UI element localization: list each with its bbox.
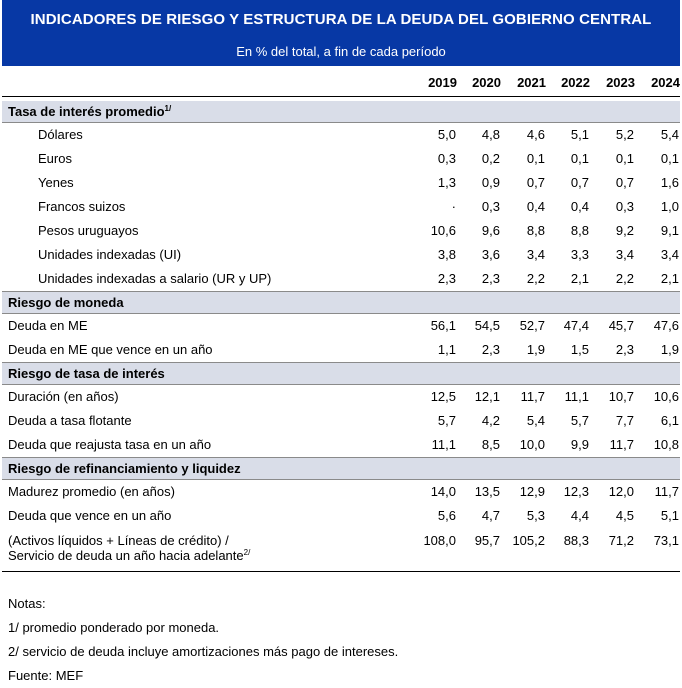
table-row bbox=[2, 123, 680, 148]
cell-value: 5,0 bbox=[437, 127, 456, 142]
table-subtitle: En % del total, a fin de cada período bbox=[236, 44, 446, 59]
section-title: Riesgo de refinanciamiento y liquidez bbox=[2, 458, 680, 480]
table-row bbox=[2, 409, 680, 433]
cell-value: · bbox=[451, 199, 456, 214]
cell-value: 73,1 bbox=[635, 528, 680, 572]
cell-value: 1,0 bbox=[660, 199, 679, 214]
year-header: 2024 bbox=[635, 70, 680, 97]
table-row bbox=[2, 267, 680, 292]
year-header: 2020 bbox=[457, 70, 501, 97]
cell-value: 1,1 bbox=[437, 342, 456, 357]
cell-value: 5,1 bbox=[570, 127, 589, 142]
cell-value: 4,8 bbox=[481, 127, 500, 142]
table-row bbox=[2, 219, 680, 243]
cell-value: 14,0 bbox=[430, 484, 456, 499]
cell-value: 54,5 bbox=[474, 318, 500, 333]
cell-value: 5,7 bbox=[437, 413, 456, 428]
cell-value: 2,3 bbox=[481, 271, 500, 286]
cell-value: 45,7 bbox=[608, 318, 634, 333]
table-row bbox=[2, 528, 680, 572]
cell-value: 5,7 bbox=[570, 413, 589, 428]
row-label: Francos suizos bbox=[38, 199, 126, 214]
cell-value: 1,9 bbox=[526, 342, 545, 357]
cell-value: 105,2 bbox=[501, 528, 546, 572]
row-label: Deuda que reajusta tasa en un año bbox=[8, 437, 212, 452]
table-row bbox=[2, 385, 680, 410]
section-header-interest-rate-risk bbox=[2, 363, 680, 385]
row-label: Euros bbox=[38, 151, 72, 166]
section-header-interest-rate bbox=[2, 101, 680, 123]
cell-value: 10,7 bbox=[608, 389, 634, 404]
cell-value: 0,1 bbox=[570, 151, 589, 166]
cell-value: 5,4 bbox=[526, 413, 545, 428]
cell-value: 3,3 bbox=[570, 247, 589, 262]
cell-value: 0,3 bbox=[615, 199, 634, 214]
cell-value: 0,4 bbox=[570, 199, 589, 214]
cell-value: 13,5 bbox=[474, 484, 500, 499]
source-note: Fuente: MEF bbox=[8, 668, 84, 683]
row-label: Yenes bbox=[38, 175, 74, 190]
cell-value: 5,2 bbox=[615, 127, 634, 142]
notes-section bbox=[8, 592, 398, 688]
cell-value: 12,5 bbox=[430, 389, 456, 404]
cell-value: 9,1 bbox=[660, 223, 679, 238]
table-row bbox=[2, 504, 680, 528]
section-header-currency-risk bbox=[2, 292, 680, 314]
cell-value: 2,2 bbox=[615, 271, 634, 286]
row-label: Dólares bbox=[38, 127, 83, 142]
cell-value: 3,6 bbox=[481, 247, 500, 262]
section-title: Riesgo de moneda bbox=[2, 292, 680, 314]
year-header: 2023 bbox=[590, 70, 635, 97]
cell-value: 0,3 bbox=[437, 151, 456, 166]
cell-value: 2,1 bbox=[570, 271, 589, 286]
cell-value: 0,1 bbox=[660, 151, 679, 166]
table-row bbox=[2, 433, 680, 458]
cell-value: 2,3 bbox=[615, 342, 634, 357]
cell-value: 1,3 bbox=[437, 175, 456, 190]
cell-value: 0,7 bbox=[570, 175, 589, 190]
cell-value: 5,4 bbox=[660, 127, 679, 142]
cell-value: 4,6 bbox=[526, 127, 545, 142]
row-label: Pesos uruguayos bbox=[38, 223, 139, 238]
row-label: Deuda en ME que vence en un año bbox=[8, 342, 213, 357]
row-label: Unidades indexadas a salario (UR y UP) bbox=[38, 271, 272, 286]
table-row bbox=[2, 171, 680, 195]
cell-value: 0,7 bbox=[615, 175, 634, 190]
cell-value: 8,5 bbox=[481, 437, 500, 452]
cell-value: 5,3 bbox=[526, 508, 545, 523]
cell-value: 8,8 bbox=[526, 223, 545, 238]
cell-value: 12,3 bbox=[563, 484, 589, 499]
year-header: 2019 bbox=[411, 70, 457, 97]
debt-indicators-table bbox=[2, 70, 680, 572]
cell-value: 5,6 bbox=[437, 508, 456, 523]
cell-value: 12,1 bbox=[474, 389, 500, 404]
row-label: Madurez promedio (en años) bbox=[8, 484, 175, 499]
cell-value: 56,1 bbox=[430, 318, 456, 333]
footnote-marker: 1/ bbox=[164, 104, 172, 113]
cell-value: 3,8 bbox=[437, 247, 456, 262]
table-row bbox=[2, 147, 680, 171]
section-title: Riesgo de tasa de interés bbox=[2, 363, 680, 385]
table-row bbox=[2, 314, 680, 339]
cell-value: 10,8 bbox=[653, 437, 679, 452]
cell-value: 3,4 bbox=[660, 247, 679, 262]
cell-value: 12,9 bbox=[519, 484, 545, 499]
cell-value: 1,6 bbox=[660, 175, 679, 190]
year-header: 2022 bbox=[546, 70, 590, 97]
cell-value: 0,3 bbox=[481, 199, 500, 214]
cell-value: 5,1 bbox=[660, 508, 679, 523]
cell-value: 0,7 bbox=[526, 175, 545, 190]
notes-heading: Notas: bbox=[8, 596, 46, 611]
cell-value: 10,0 bbox=[519, 437, 545, 452]
cell-value: 0,1 bbox=[526, 151, 545, 166]
cell-value: 47,6 bbox=[653, 318, 679, 333]
row-label: Unidades indexadas (UI) bbox=[38, 247, 182, 262]
section-title: Tasa de interés promedio bbox=[8, 104, 165, 119]
cell-value: 2,3 bbox=[481, 342, 500, 357]
row-label-line: (Activos líquidos + Líneas de crédito) / bbox=[8, 533, 229, 548]
cell-value: 4,5 bbox=[615, 508, 634, 523]
cell-value: 6,1 bbox=[660, 413, 679, 428]
cell-value: 0,4 bbox=[526, 199, 545, 214]
cell-value: 71,2 bbox=[590, 528, 635, 572]
footnote-marker: 2/ bbox=[243, 548, 251, 557]
cell-value: 2,3 bbox=[437, 271, 456, 286]
cell-value: 7,7 bbox=[615, 413, 634, 428]
row-label: Deuda a tasa flotante bbox=[8, 413, 132, 428]
cell-value: 11,7 bbox=[654, 484, 679, 499]
table-row bbox=[2, 195, 680, 219]
cell-value: 4,2 bbox=[481, 413, 500, 428]
cell-value: 9,2 bbox=[615, 223, 634, 238]
row-label: Deuda en ME bbox=[8, 318, 88, 333]
cell-value: 0,1 bbox=[615, 151, 634, 166]
cell-value: 47,4 bbox=[563, 318, 589, 333]
cell-value: 88,3 bbox=[546, 528, 590, 572]
cell-value: 0,2 bbox=[481, 151, 500, 166]
row-label bbox=[2, 528, 411, 572]
cell-value: 1,9 bbox=[660, 342, 679, 357]
footnote-2: 2/ servicio de deuda incluye amortizaciones más pago de intereses. bbox=[8, 644, 399, 659]
cell-value: 3,4 bbox=[615, 247, 634, 262]
row-label: Duración (en años) bbox=[8, 389, 119, 404]
cell-value: 2,1 bbox=[660, 271, 679, 286]
cell-value: 52,7 bbox=[519, 318, 545, 333]
row-label-line: Servicio de deuda un año hacia adelante bbox=[8, 548, 244, 563]
cell-value: 10,6 bbox=[430, 223, 456, 238]
cell-value: 11,7 bbox=[520, 389, 545, 404]
cell-value: 12,0 bbox=[608, 484, 634, 499]
table-row bbox=[2, 338, 680, 363]
cell-value: 8,8 bbox=[570, 223, 589, 238]
table-row bbox=[2, 480, 680, 505]
cell-value: 0,9 bbox=[481, 175, 500, 190]
section-header-refinancing-risk bbox=[2, 458, 680, 480]
cell-value: 108,0 bbox=[411, 528, 457, 572]
cell-value: 11,1 bbox=[564, 389, 589, 404]
cell-value: 3,4 bbox=[526, 247, 545, 262]
cell-value: 9,9 bbox=[570, 437, 589, 452]
cell-value: 4,7 bbox=[481, 508, 500, 523]
cell-value: 2,2 bbox=[526, 271, 545, 286]
table-header-banner bbox=[2, 0, 680, 66]
cell-value: 10,6 bbox=[653, 389, 679, 404]
table-row bbox=[2, 243, 680, 267]
cell-value: 1,5 bbox=[570, 342, 589, 357]
cell-value: 4,4 bbox=[570, 508, 589, 523]
row-label: Deuda que vence en un año bbox=[8, 508, 172, 523]
year-header: 2021 bbox=[501, 70, 546, 97]
footnote-1: 1/ promedio ponderado por moneda. bbox=[8, 620, 220, 635]
table-title: INDICADORES DE RIESGO Y ESTRUCTURA DE LA DEUDA DEL GOBIERNO CENTRAL bbox=[30, 11, 652, 28]
year-header-row bbox=[2, 70, 680, 97]
cell-value: 11,1 bbox=[431, 437, 456, 452]
cell-value: 9,6 bbox=[481, 223, 500, 238]
row-label-header bbox=[2, 70, 411, 97]
cell-value: 95,7 bbox=[457, 528, 501, 572]
cell-value: 11,7 bbox=[609, 437, 634, 452]
